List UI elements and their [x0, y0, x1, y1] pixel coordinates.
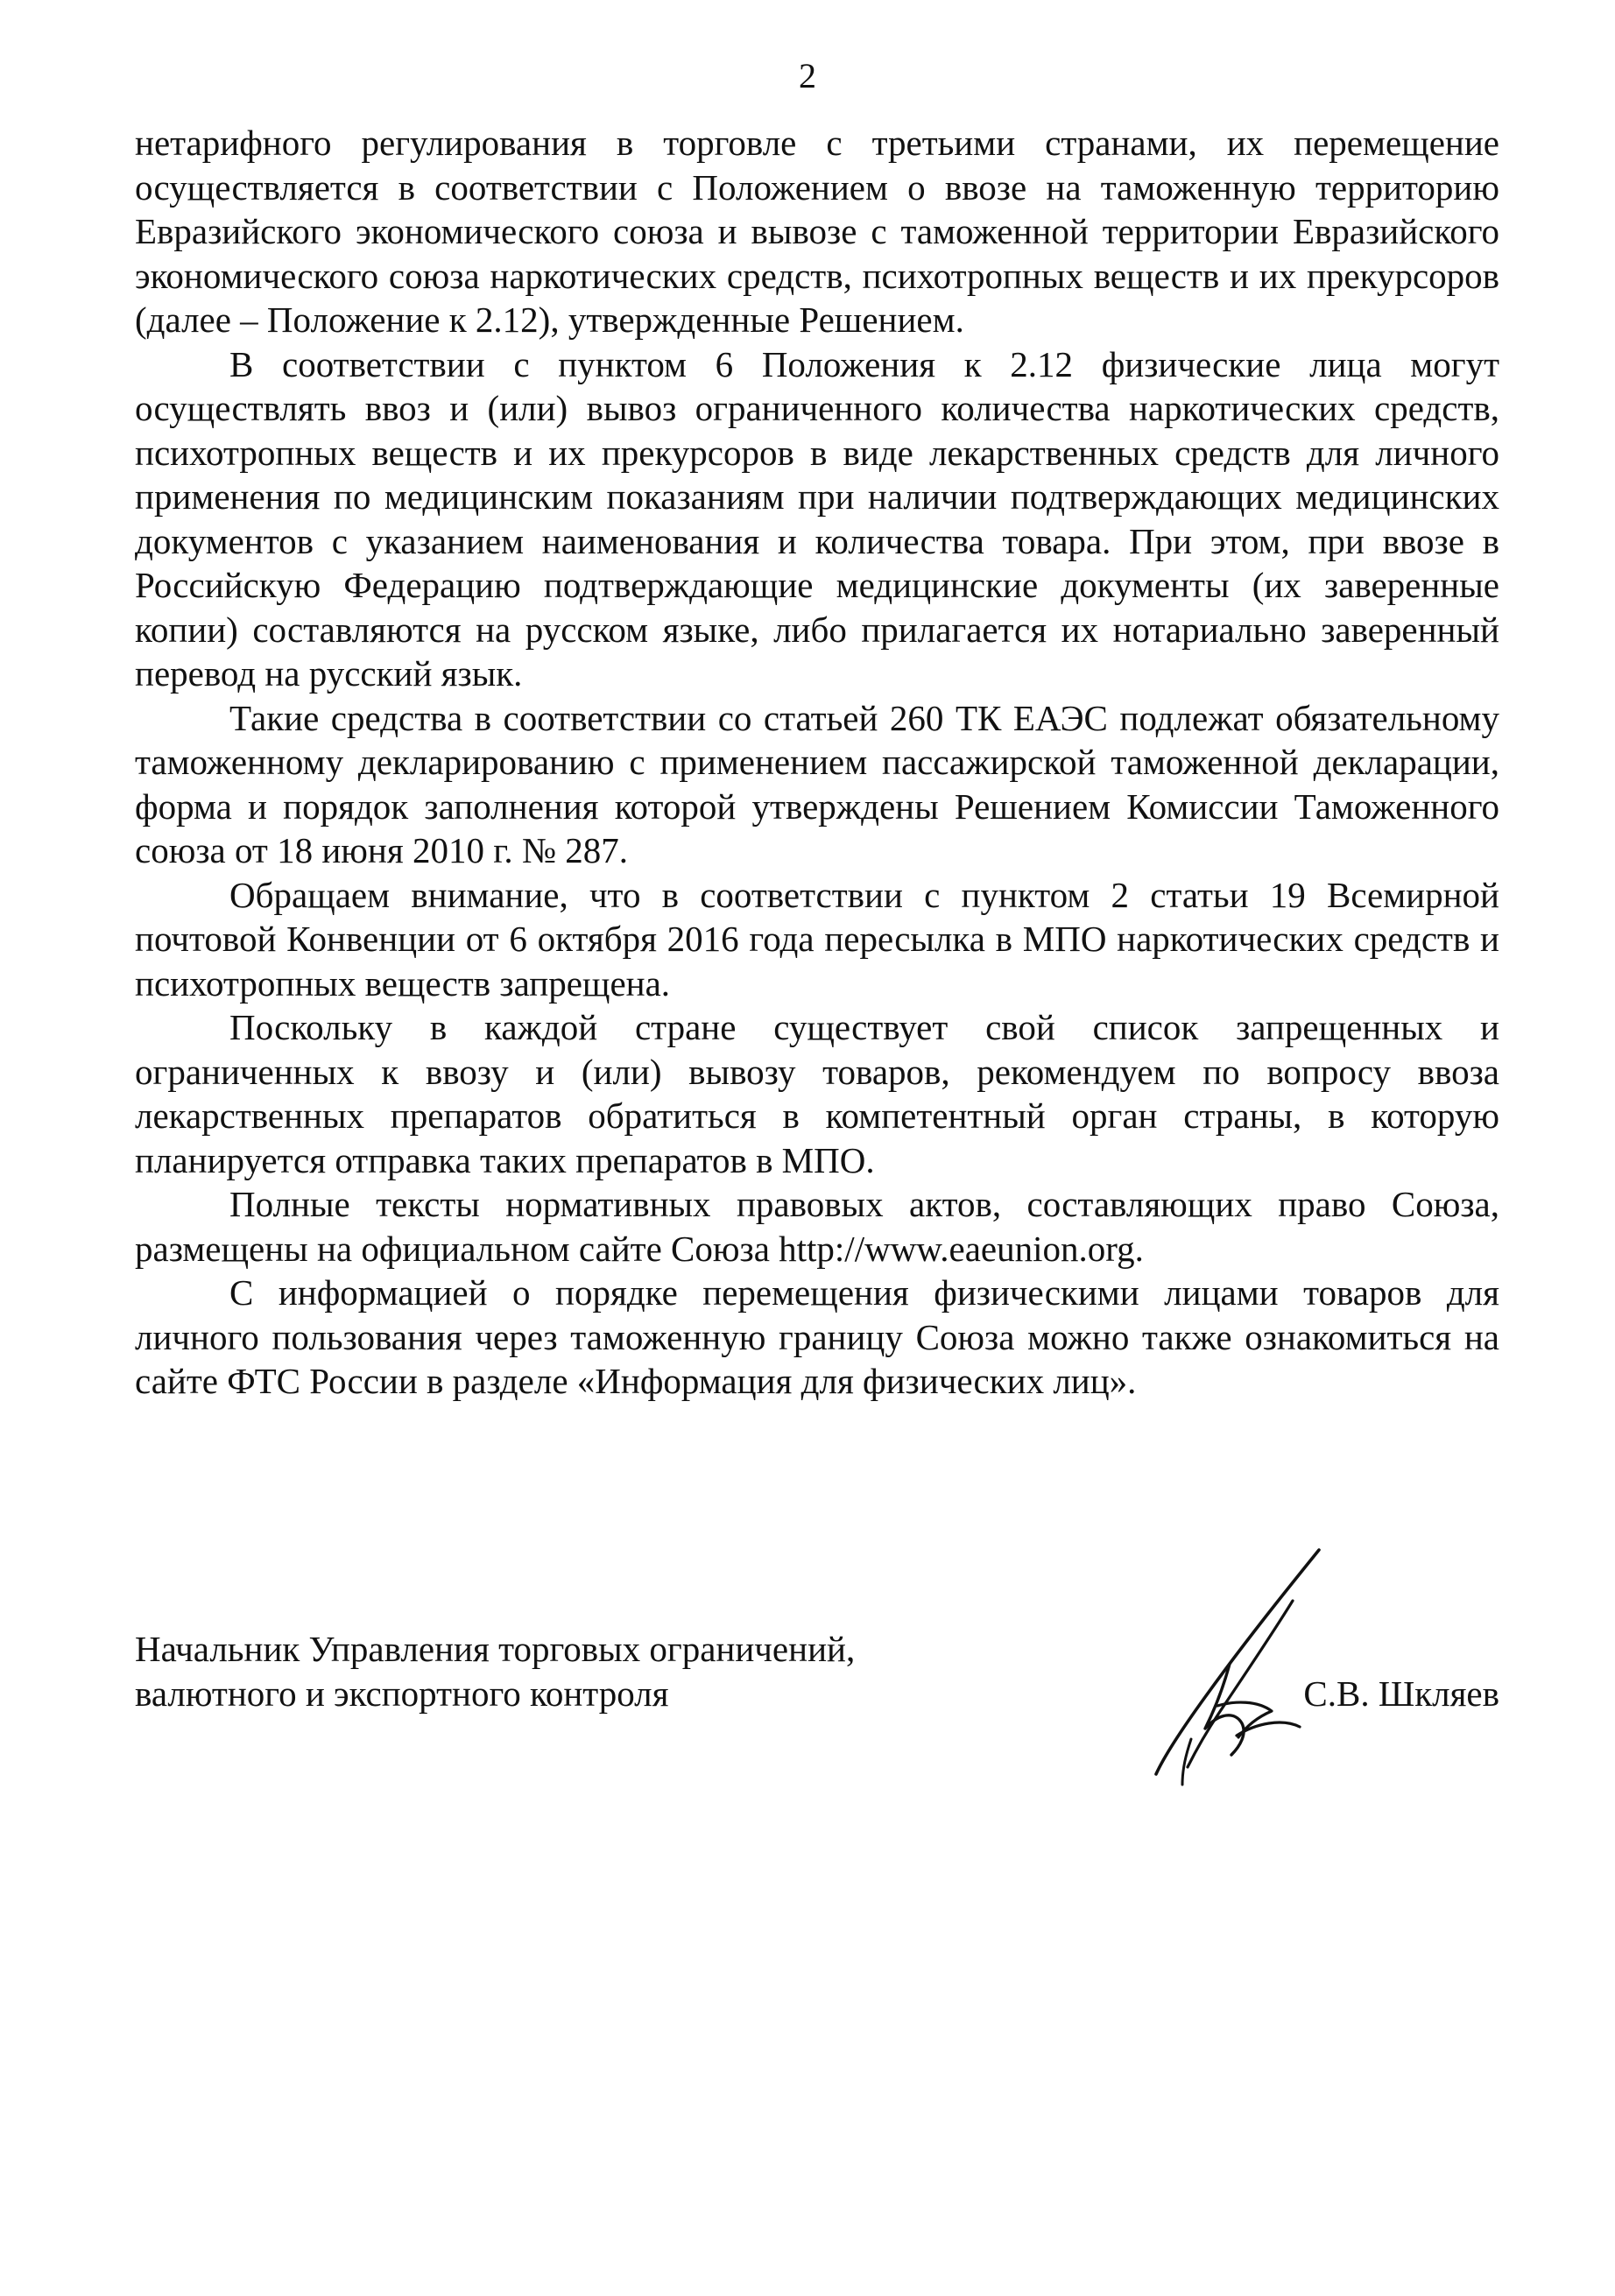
signatory-title	[135, 1627, 855, 1716]
paragraph: Полные тексты нормативных правовых актов, составляющих право Союза, размещены на официальном сайте Союза http://www.eaeunion.org.	[135, 1184, 1499, 1269]
signature-block	[135, 1627, 1499, 1785]
paragraph: С информацией о порядке перемещения физическими лицами товаров для личного пользования через таможенную границу Союза можно также ознакомиться на сайте ФТС России в разделе «Информация для физических лиц».	[135, 1272, 1499, 1401]
page-number: 2	[799, 56, 816, 95]
signatory-title-line: Начальник Управления торговых ограничений,	[135, 1629, 856, 1669]
paragraph: Обращаем внимание, что в соответствии с пунктом 2 статьи 19 Всемирной почтовой Конвенции от 6 октября 2016 года пересылка в МПО наркотических средств и психотропных веществ запрещена.	[135, 874, 1499, 1004]
paragraph: Такие средства в соответствии со статьей 260 ТК ЕАЭС подлежат обязательному таможенному декларированию с применением пассажирской таможенной декларации, форма и порядок заполнения которой утверждены Решением Комиссии Таможенного союза от 18 июня 2010 г. № 287.	[135, 697, 1499, 870]
paragraph: В соответствии с пунктом 6 Положения к 2.12 физические лица могут осуществлять ввоз и (или) вывоз ограниченного количества наркотических средств, психотропных веществ и их прекурсоров в виде лекарственных средств для личного применения по медицинским показаниям при наличии подтверждающих медицинских документов с указанием наименования и количества товара. При этом, при ввозе в Российскую Федерацию подтверждающие медицинские документы (их заверенные копии) составляются на русском языке, либо прилагается их нотариально заверенный перевод на русский язык.	[135, 343, 1499, 694]
letter-body	[135, 121, 1499, 1404]
handwritten-signature	[1011, 1525, 1326, 1797]
paragraph: нетарифного регулирования в торговле с третьими странами, их перемещение осуществляется в соответствии с Положением о ввозе на таможенную территорию Евразийского экономического союза и вывозе с таможенной территории Евразийского экономического союза наркотических средств, психотропных веществ и их прекурсоров (далее – Положение к 2.12), утвержденные Решением.	[135, 123, 1499, 340]
paragraph: Поскольку в каждой стране существует свой список запрещенных и ограниченных к ввозу и (или) вывозу товаров, рекомендуем по вопросу ввоза лекарственных препаратов обратиться в компетентный орган страны, в которую планируется отправка таких препаратов в МПО.	[135, 1007, 1499, 1180]
signatory-name: С.В. Шкляев	[1303, 1673, 1499, 1714]
signatory-title-line: валютного и экспортного контроля	[135, 1673, 669, 1714]
